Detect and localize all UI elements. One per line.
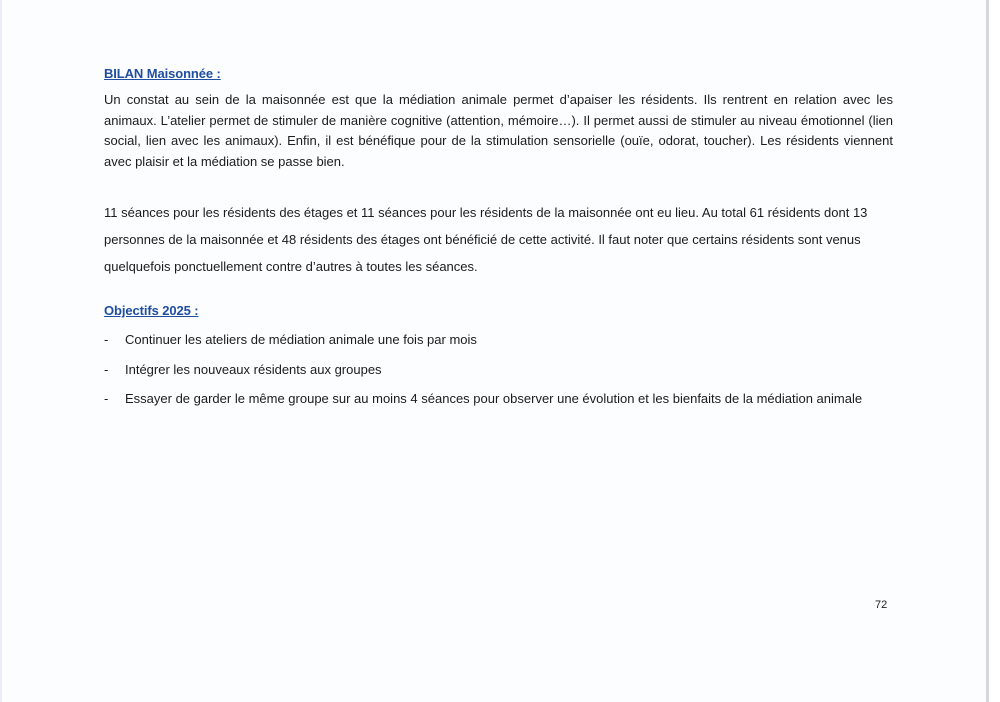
bilan-paragraph: Un constat au sein de la maisonnée est que la médiation animale permet d’apaiser les résidents. Ils rentrent en relation avec les animaux. L’atelier permet de stimuler de manière cognitive (attention, mémoire…). Il permet aussi de stimuler au niveau émotionnel (lien social, lien avec les animaux). Enfin, il est bénéfique pour de la stimulation sensorielle (ouïe, odorat, toucher). Les résidents viennent avec plaisir et la médiation se passe bien.	[104, 92, 893, 169]
objective-item	[104, 331, 904, 361]
stats-paragraph: 11 séances pour les résidents des étages et 11 séances pour les résidents de la maisonnée ont eu lieu. Au total 61 résidents dont 13 personnes de la maisonnée et 48 résidents des étages ont bénéficié de cette activité. Il faut noter que certains résidents sont venus quelquefois ponctuellement contre d’autres à toutes les séances.	[104, 205, 868, 274]
objective-text: Intégrer les nouveaux résidents aux groupes	[125, 361, 382, 377]
objective-item	[104, 390, 904, 420]
objective-text: Essayer de garder le même groupe sur au moins 4 séances pour observer une évolution et les bienfaits de la médiation animale	[125, 391, 863, 406]
bullet-dash: -	[104, 361, 109, 377]
objective-text: Continuer les ateliers de médiation animale une fois par mois	[125, 332, 477, 347]
objective-item	[104, 361, 904, 391]
page-number: 72	[875, 599, 888, 611]
page-edge	[0, 0, 2, 702]
bullet-dash: -	[104, 332, 109, 347]
section-heading-bilan: BILAN Maisonnée :	[104, 66, 221, 81]
objectives-list	[104, 331, 904, 420]
section-heading-objectifs: Objectifs 2025 :	[104, 303, 199, 318]
bullet-dash: -	[104, 391, 109, 406]
